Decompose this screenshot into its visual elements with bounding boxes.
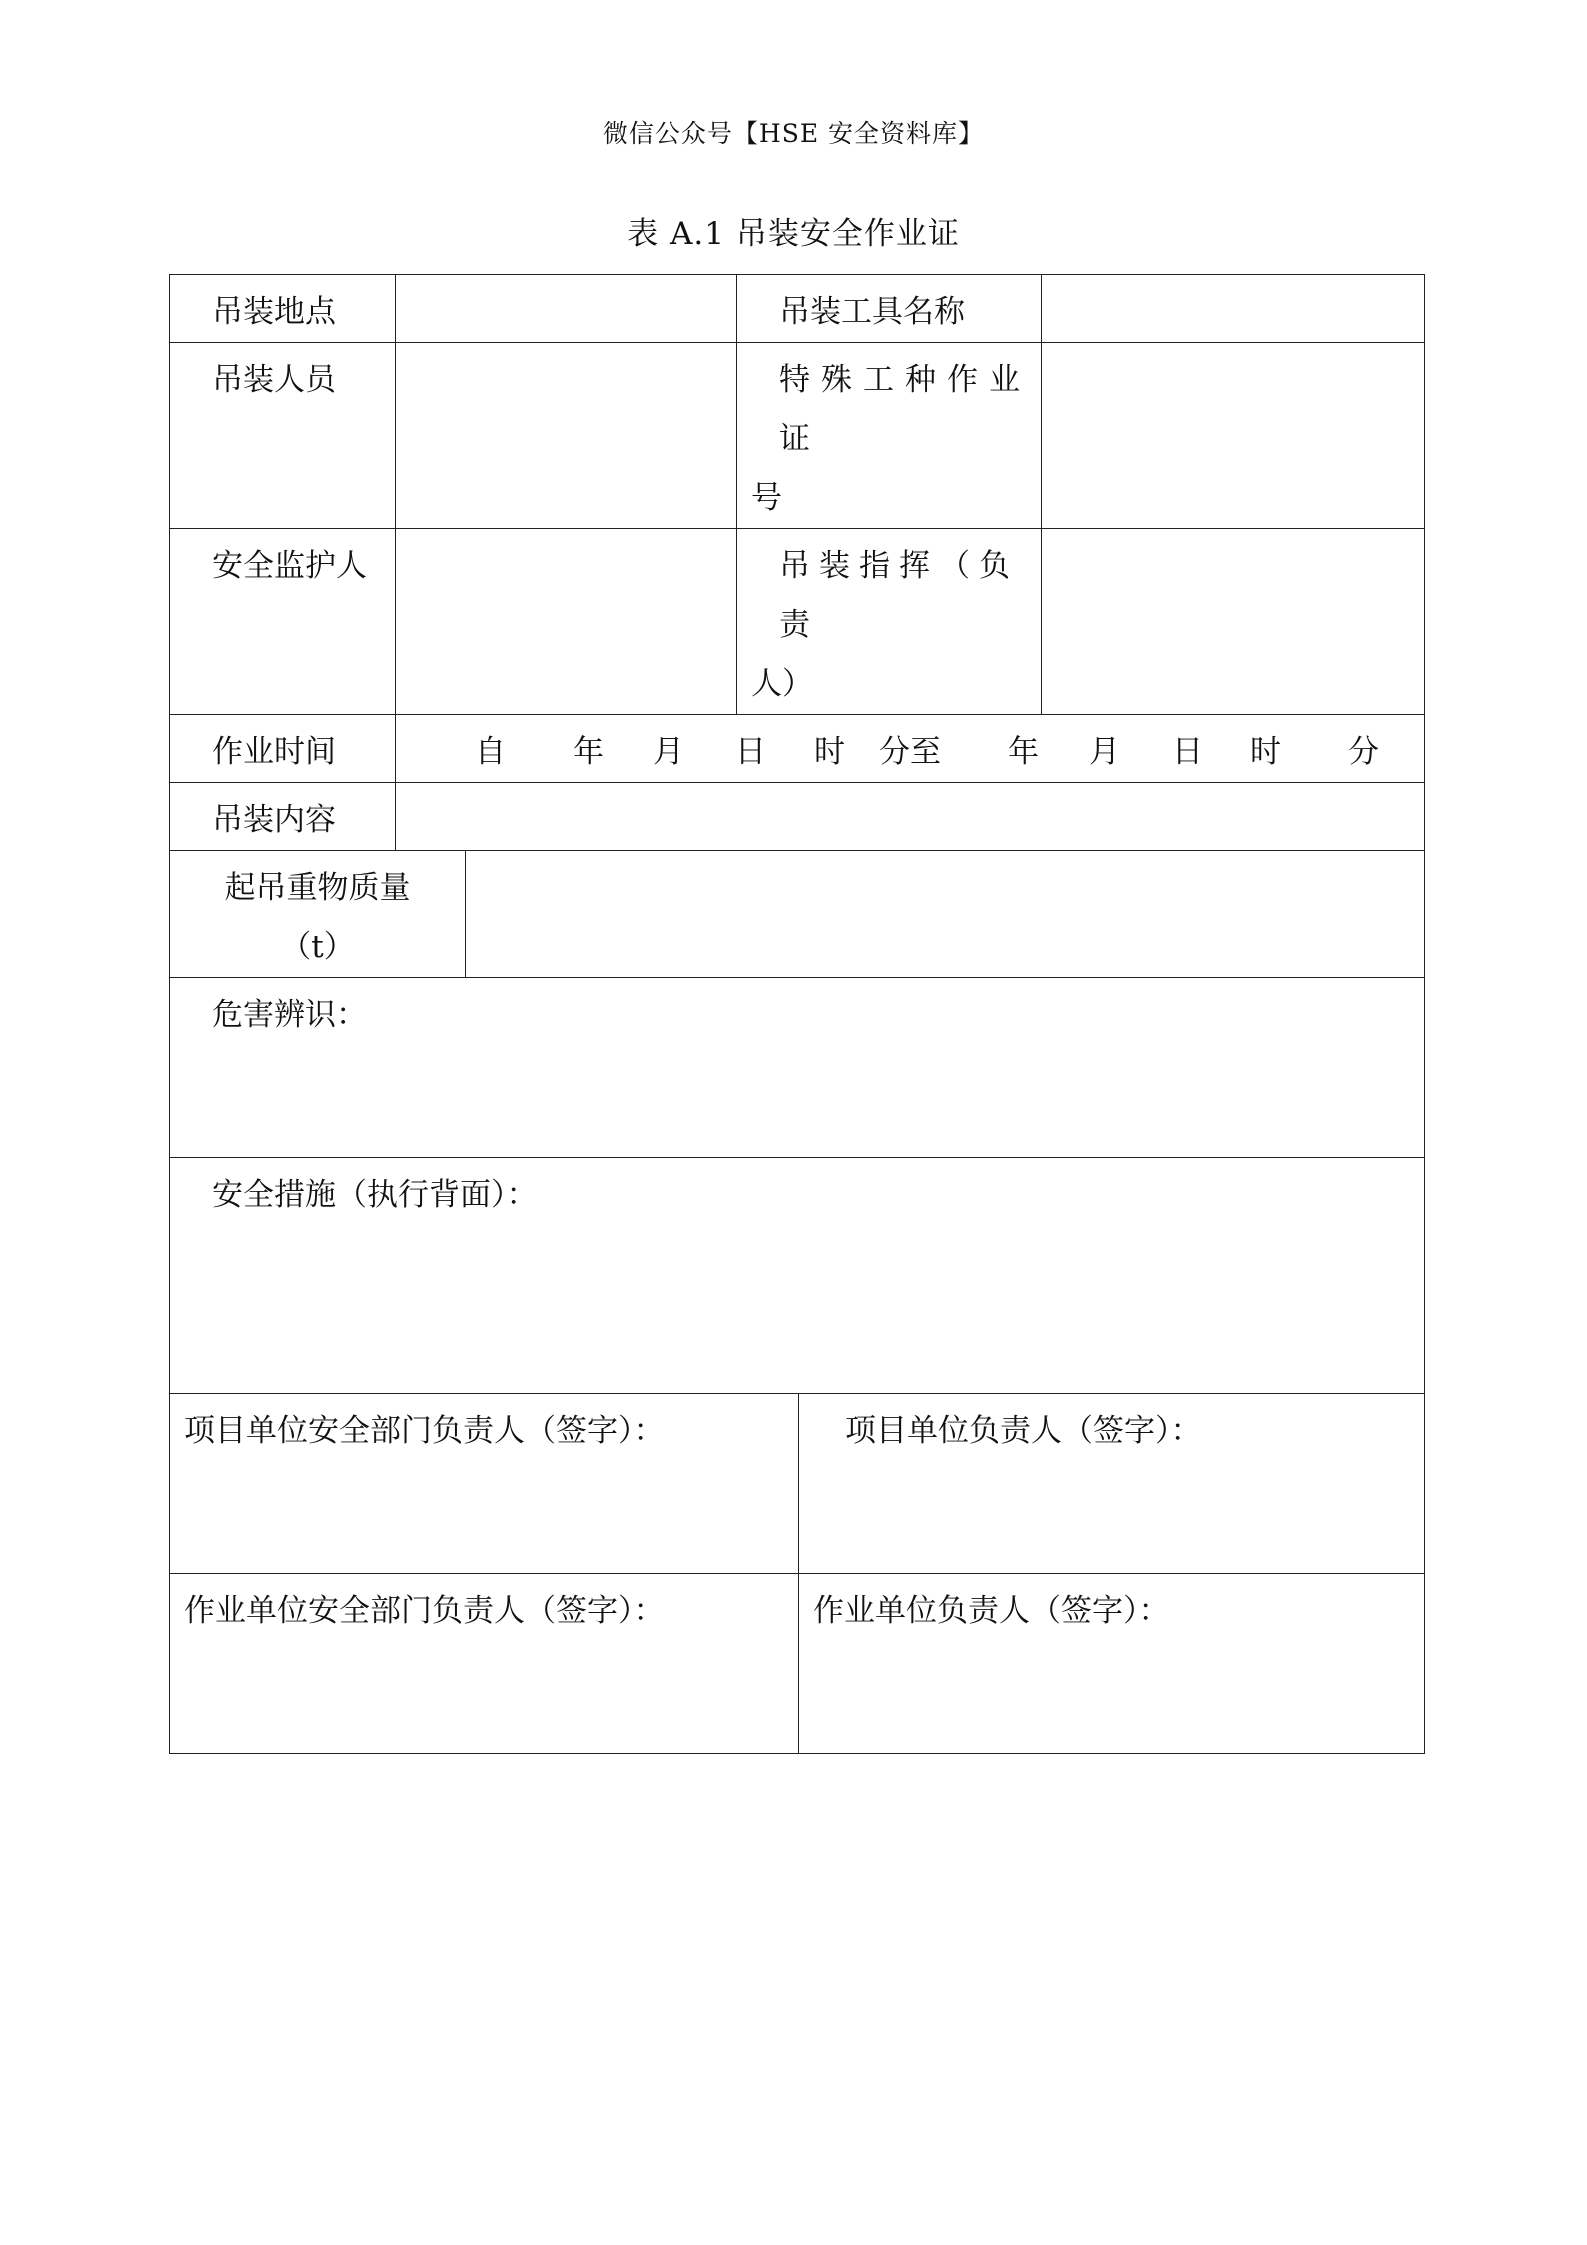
lifting-permit-table <box>169 274 1425 1754</box>
content-label: 吊装内容 <box>170 783 396 851</box>
row-work-signatures <box>170 1574 1425 1754</box>
weight-field[interactable] <box>466 851 1425 978</box>
cert-label-line2: 号 <box>751 480 782 516</box>
source-header: 微信公众号【HSE 安全资料库】 <box>602 119 985 148</box>
row-supervisor <box>170 529 1425 715</box>
time-hour2: 时 <box>1250 734 1281 770</box>
work-safety-sign-label: 作业单位安全部门负责人（签字）： <box>184 1593 665 1629</box>
time-from: 自 <box>475 734 506 770</box>
project-safety-sign-cell[interactable] <box>170 1394 799 1574</box>
measures-cell[interactable] <box>170 1158 1425 1394</box>
work-head-sign-cell[interactable] <box>799 1574 1425 1754</box>
time-year1: 年 <box>573 734 604 770</box>
time-month2: 月 <box>1089 734 1120 770</box>
location-field[interactable] <box>396 275 737 343</box>
time-minute1-to: 分至 <box>879 734 941 770</box>
time-label: 作业时间 <box>170 715 396 783</box>
time-day1: 日 <box>735 734 766 770</box>
row-location <box>170 275 1425 343</box>
row-project-signatures <box>170 1394 1425 1574</box>
location-label: 吊装地点 <box>170 275 396 343</box>
row-measures <box>170 1158 1425 1394</box>
weight-label <box>170 851 466 978</box>
commander-label-line1: 吊装指挥（负责 <box>779 548 1019 643</box>
hazard-cell[interactable] <box>170 978 1425 1158</box>
personnel-label: 吊装人员 <box>170 343 396 529</box>
measures-label: 安全措施（执行背面）： <box>212 1177 538 1213</box>
time-month1: 月 <box>653 734 684 770</box>
form-title: 表 A.1 吊装安全作业证 <box>627 216 960 252</box>
weight-label-line1: 起吊重物质量 <box>224 870 411 906</box>
commander-label-line2: 人） <box>751 666 813 702</box>
project-safety-sign-label: 项目单位安全部门负责人（签字）： <box>184 1413 665 1449</box>
row-personnel <box>170 343 1425 529</box>
work-head-sign-label: 作业单位负责人（签字）： <box>813 1593 1170 1629</box>
weight-label-line2: （t） <box>280 929 355 965</box>
personnel-field[interactable] <box>396 343 737 529</box>
hazard-label: 危害辨识： <box>212 997 367 1033</box>
row-content <box>170 783 1425 851</box>
project-head-sign-cell[interactable] <box>799 1394 1425 1574</box>
supervisor-field[interactable] <box>396 529 737 715</box>
tool-label: 吊装工具名称 <box>737 275 1042 343</box>
cert-field[interactable] <box>1042 343 1425 529</box>
commander-label <box>737 529 1042 715</box>
time-field[interactable] <box>396 715 1425 783</box>
supervisor-label: 安全监护人 <box>170 529 396 715</box>
row-hazard <box>170 978 1425 1158</box>
time-day2: 日 <box>1172 734 1203 770</box>
tool-field[interactable] <box>1042 275 1425 343</box>
cert-label-line1: 特殊工种作业证 <box>779 362 1031 457</box>
cert-label <box>737 343 1042 529</box>
row-weight <box>170 851 1425 978</box>
content-field[interactable] <box>396 783 1425 851</box>
time-hour1: 时 <box>814 734 845 770</box>
time-year2: 年 <box>1008 734 1039 770</box>
row-time <box>170 715 1425 783</box>
project-head-sign-label: 项目单位负责人（签字）： <box>845 1413 1202 1449</box>
time-minute2: 分 <box>1348 734 1379 770</box>
commander-field[interactable] <box>1042 529 1425 715</box>
work-safety-sign-cell[interactable] <box>170 1574 799 1754</box>
